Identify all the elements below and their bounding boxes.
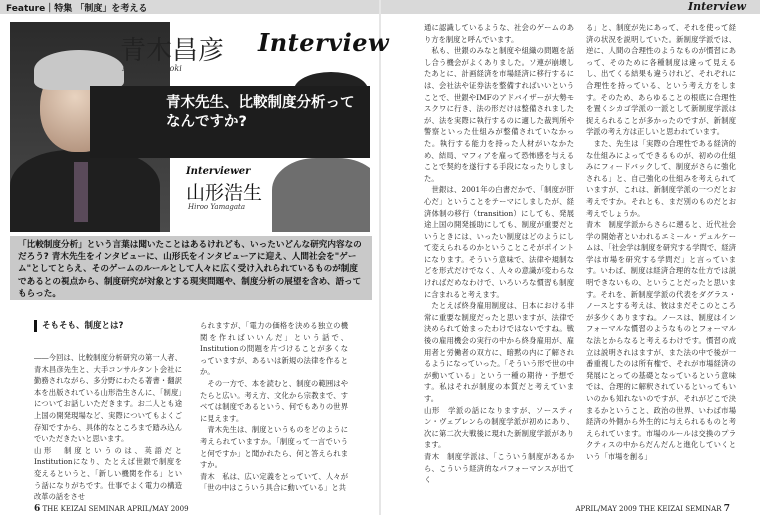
left-header-strip: [0, 0, 380, 14]
body-column-1: ――今回は、比較制度分析研究の第一人者、青木昌彦先生と、大手コンサルタント会社に勤務されながら、多分野にわたる著書・翻訳本を出版されている山形浩生さんに、「制度」についてお話しいただきます。お二人とも途上国の開発現場など、実際についてもよくご存知ですから、具体的なところまで踏み込んでいただきたいと思います。 山形 制度というのは、英語だとInstitutionになり、たとえば世銀で制度を変えるというと、「新しい機関を作る」という話になりがちです。仕事でよく電力の構造改革の話をさせ: [34, 353, 182, 502]
left-folio-text: THE KEIZAI SEMINAR APRIL/MAY 2009: [42, 505, 189, 513]
interview-tag: Interview: [687, 0, 746, 13]
body-column-4: る」と、制度が先にあって、それを使って経済の状況を説明していた。新制度学派では、逆に、人間の合理性のようなものが慣習にあって、そのために各種制度は違って見えるし、出てくる結果も違うけれど、それぞれに合理性を持っている、という考え方をします。そのため、あらゆることの根底に合理性を置くシカゴ学派の一派として新制度学派は捉えられることが多かったのですが、新制度学派の考え方は正しいと思われています。 また、先生は「実際の合理性である経済的な仕組みによってできるものが、初めの仕組みにフィードバックして、制度がさらに強化される」と、自己強化の仕組みを考えられていますが、これは、新制度学派の一つだとお考えですか。それとも、まだ別のものだとお考えでしょうか。 青木 制度学派からさらに遡ると、近代社会学の開始者といわれるエミール・デュルケームは、「社会学は制度を研究する学問で、経済学は市場を研究する学問だ」と言っています。いわば、制度は経済合理的な仕方では説明できないもの、ということだったと思います。それを、新制度学派の代表をダグラス・ノースとする考えは、彼はまだそこのところが多少くありますね。ノースは、制度はインフォーマルな慣習のようなものとフォーマルな法とからなると考えるわけです。慣習の成立は説明されはますが、また法の中で後が一番重視したのは所有権で、それが市場経済の発展にとっての基礎となっているという意味では、合理的に解釈されているといってもいいのかも知れないのですが、それがどこで決まるかということ、政治の世界、いわば市場経済の外側から外生的に与えられるものと考えられています。市場のルールは交換のプラクティスの中からだんだんと進化していくという「市場を創る」: [586, 23, 736, 461]
lead-paragraph-box: [10, 236, 372, 300]
left-page-number: 6: [34, 504, 41, 514]
right-folio: [575, 504, 730, 514]
subject-name: 青木昌彦: [120, 36, 225, 66]
interviewer-name-roman: Hiroo Yamagata: [188, 203, 246, 211]
interviewer-figure-body: [272, 158, 370, 232]
subject-tie: [74, 162, 88, 222]
right-header-strip: [381, 0, 760, 14]
subject-figure-hair: [34, 50, 124, 90]
feature-label: Feature｜特集 「制度」を考える: [6, 4, 148, 14]
right-folio-text: APRIL/MAY 2009 THE KEIZAI SEMINAR: [575, 505, 722, 513]
section-heading: そもそも、制度とは?: [34, 320, 182, 332]
body-column-2: られますが、「電力の価格を決める独立の機関を作ればいいんだ」という話で、Institutionの問題を片づけることが多くなっていますが、あるいは新規の法律を作るとか。 その一方で、本を読むと、制度の範囲はやたらと広い。考え方、文化から宗教まで、すべては制度であるという、何でもありの世界に見えます。 青木先生は、制度というものをどのように考えられていますか。「制度って一言でいうと何ですか」と聞かれたら、何と答えられますか。 青木 私は、広い定義をとっていて、人々が「世の中はこういう具合に動いている」と共: [200, 321, 348, 493]
lead-paragraph: 「比較制度分析」という言葉は聞いたことはあるけれども、いったいどんな研究内容なのだろう? 青木先生をインタビューに、山形氏をインタビューアに迎え、人間社会を"ゲーム"としてとらえ、そのゲームのルールとして人々に広く受け入れられているものが制度であるとの視点から、制度研究が対象とする現実問題や、制度分析の展望を含め、語ってもらった。: [18, 240, 362, 299]
headline-question: 青木先生、比較制度分析ってなんですか?: [166, 95, 355, 130]
interviewer-name: 山形浩生: [186, 182, 263, 204]
page-gutter: [379, 0, 381, 515]
subject-name-roman: Masahiko Aoki: [122, 64, 182, 73]
body-column-3: 通に認識しているような、社会のゲームのあり方を制度と呼んでいます。 私も、世銀のみなと制度や組織の問題を話し合う機会がよくありました。ソ連が崩壊したあとに、計画経済を市場経済に移行するには、会社法や证券法を整備すればいいということで、世銀やIMFのアドバイザーが大勢モスクワに行き、法の形だけは整備されましたが、法を実際に執行するのに適した裁判所や警察といった仕組みが整備されていなかった。執行する能力を持った人材がいなかため、結局、マフィアを雇って恐怖感を与えることで契約を遂行する手段になったりしました。 世銀は、2001年の白書だかで、「制度が肝心だ」ということをテーマにしましたが、経済体制の移行（transition）にしても、発展途上国の開発援助にしても、制度が重要だというときには、いったい制度はどのようにして変えられるのかということこそがポイントになります。そういう意味で、法律や規制などを形式だけでなく、人々の意識が変わらなければだめなわけで、いろいろな慣習も制度に含まれると考えます。 たとえば終身雇用制度は、日本における非常に重要な制度だったと思いますが、法律で決められて始まったわけではないですね。戦後の雇用機会の実行の中から終身雇用が、雇用者と労働者の双方に、暗黙の内に了解されるようになっていった。「そういう形で世の中が動いている」という一種の期待・予想です。私はそれが制度の本質だと考えています。 山形 学派の話になりますが、ソースティン・ヴェブレンらの制度学派が初めにあり、次に第二次大戦後に現れた新制度学派があります。 青木 制度学派は、「こういう制度があるから、こういう経済的なパフォーマンスが出てく: [424, 23, 574, 485]
right-page-number: 7: [723, 504, 730, 514]
interviewer-label: Interviewer: [186, 166, 251, 177]
interview-heading: Interview: [258, 28, 390, 57]
left-folio: [34, 504, 189, 514]
headline-box: [90, 86, 370, 158]
